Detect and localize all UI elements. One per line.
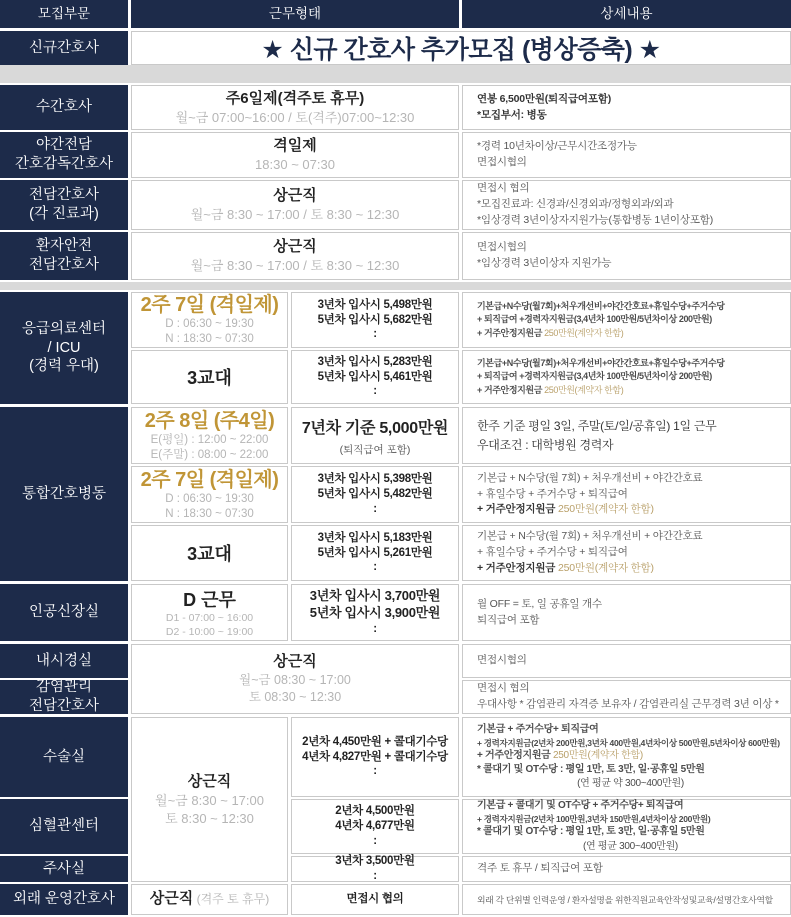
salary-line: : — [373, 328, 377, 341]
endo-infect-shift-cell — [131, 644, 459, 714]
salary-line: 5년차 입사시 5,261만원 — [317, 546, 433, 559]
detail-line: (연 평균 약 300~400만원) — [577, 778, 684, 790]
detail-line: 격주 토 휴무 / 퇴직급여 포함 — [477, 862, 603, 875]
shift-hours: 월~금 8:30 ~ 17:00 / 토 8:30 ~ 12:30 — [190, 258, 400, 274]
shift-title: 격일제 — [273, 137, 317, 155]
shift-title: 상근직 — [273, 653, 317, 670]
shift-title: 3교대 — [187, 368, 232, 388]
detail-amount: 250만원(계약자 한함) — [557, 561, 654, 574]
detail-line: 기본급 + N수당(월 7회) + 처우개선비 + 야간간호료 — [477, 530, 703, 543]
er-details-2 — [462, 350, 791, 404]
shift-hours: D2 - 10:00 ~ 19:00 — [165, 625, 254, 638]
dept-line: (각 진료과) — [29, 206, 99, 222]
dept-line: / ICU — [47, 339, 81, 356]
dept-line: 전담간호사 — [28, 257, 100, 273]
shift-sub: (격주 토 휴무) — [193, 892, 270, 907]
shift-hours: D : 06:30 ~ 19:30 — [165, 318, 254, 331]
salary-line: : — [373, 385, 377, 398]
shift-title: 주6일제(격주토 휴무) — [225, 89, 365, 107]
detail-amount: 250만원(계약자 한함) — [557, 503, 654, 516]
shift-title-gold: 2주 7일 (격일제) — [140, 468, 279, 491]
detail-line: 퇴직급여 포함 — [477, 613, 540, 626]
salary-line: 4년차 4,827만원 + 콜대기수당 — [302, 750, 448, 763]
salary-line: 5년차 입사시 5,682만원 — [317, 313, 433, 326]
banner-title: ★ 신규 간호사 추가모집 (병상증축) ★ — [261, 36, 661, 64]
detail-line: + 경력자지원금(2년차 100만원,3년차 150만원,4년차이상 200만원) — [477, 814, 711, 825]
shift-hours: D1 - 07:00 ~ 16:00 — [165, 611, 254, 624]
or-salary — [291, 717, 459, 797]
er-shift-2 — [131, 350, 288, 404]
detail-prefix: + 거주안정지원금 — [477, 503, 558, 516]
detail-line: 기본급 + 주거수당+ 퇴직급여 — [477, 723, 599, 735]
detail-line — [477, 384, 623, 398]
dept-injection-room: 주사실 — [0, 856, 128, 882]
shift-title-gold: 2주 7일 (격일제) — [140, 294, 279, 317]
detail-line: + 퇴직급여 +경력자지원금(3,4년차 100만원/5년차이상 200만원) — [477, 371, 712, 382]
infection-details — [462, 680, 791, 714]
dialysis-details — [462, 584, 791, 641]
detail-prefix: + 거주안정지원금 — [477, 749, 554, 761]
detail-line: (연 평균 300~400만원) — [583, 840, 678, 852]
detail-line: + 휴일수당 + 주거수당 + 퇴직급여 — [477, 546, 628, 559]
detail-line: *모집부서: 병동 — [477, 108, 547, 121]
detail-line: *임상경력 3년이상자 지원가능 — [477, 257, 612, 269]
ward-details-2 — [462, 466, 791, 523]
shift-hours: D : 06:30 ~ 19:30 — [165, 492, 254, 505]
dedicated-shift-cell — [131, 180, 459, 230]
injection-details — [462, 856, 791, 882]
outpatient-salary — [291, 884, 459, 915]
dept-er-icu — [0, 292, 128, 404]
detail-line: 우대조건 : 대학병원 경력자 — [477, 437, 614, 452]
ward-shift-2 — [131, 466, 288, 523]
er-salary-1 — [291, 292, 459, 348]
shift-title-gold: 2주 8일 (주4일) — [144, 409, 275, 432]
detail-line: 기본급+N수당(월7회)+처우개선비+야간간호료+휴일수당+주거수당 — [477, 357, 725, 368]
detail-line — [477, 502, 654, 518]
detail-line — [477, 749, 643, 763]
dept-dedicated-nurse — [0, 180, 128, 230]
detail-line: *경력 10년차이상/근무시간조정가능 — [477, 140, 637, 153]
injection-salary — [291, 856, 459, 882]
salary-line: : — [373, 502, 377, 515]
salary-line: 면접시 협의 — [346, 893, 404, 906]
ward-salary-2 — [291, 466, 459, 523]
detail-line: 면접시협의 — [477, 654, 527, 667]
er-details-1 — [462, 292, 791, 348]
banner-cell — [131, 31, 791, 65]
shift-hours: 월~금 8:30 ~ 17:00 / 토 8:30 ~ 12:30 — [190, 207, 400, 223]
ward-details-1 — [462, 407, 791, 464]
salary-line: 5년차 입사시 5,482만원 — [317, 488, 433, 501]
salary-line: : — [373, 561, 377, 574]
detail-line: 연봉 6,500만원(퇴직급여포함) — [477, 92, 612, 105]
shift-line — [150, 889, 269, 909]
outpatient-details — [462, 884, 791, 915]
salary-line: : — [373, 622, 377, 635]
detail-line: 면접시 협의 — [477, 182, 530, 195]
shift-title: 상근직 — [149, 890, 194, 908]
salary-line: 3년차 입사시 5,283만원 — [317, 355, 433, 368]
detail-line: 기본급+N수당(월7회)+처우개선비+야간간호료+휴일수당+주거수당 — [477, 300, 725, 311]
detail-line: * 콜대기 및 OT수당 : 평일 1만, 토 3만, 일·공휴일 5만원 — [477, 826, 705, 838]
detail-line: + 퇴직급여 +경력자지원금(3,4년차 100만원/5년차이상 200만원) — [477, 314, 712, 325]
dept-line: 전담간호사 — [28, 698, 100, 714]
detail-line: *임상경력 3년이상자지원가능(통합병동 1년이상포함) — [477, 213, 713, 226]
salary-line: 5년차 입사시 5,461만원 — [317, 370, 433, 383]
ward-details-3 — [462, 525, 791, 581]
salary-main: 7년차 기준 5,000만원 — [301, 419, 449, 437]
salary-line: 2년차 4,450만원 + 콜대기수당 — [302, 735, 448, 748]
salary-line: : — [373, 870, 377, 882]
dept-integrated-ward: 통합간호병동 — [0, 407, 128, 581]
salary-line: 2년차 4,500만원 — [335, 805, 415, 818]
shift-hours: 월~금 07:00~16:00 / 토(격주)07:00~12:30 — [175, 109, 415, 125]
detail-line: *모집진료과: 신경과/신경외과/정형외과/외과 — [477, 198, 674, 211]
detail-line: 월 OFF = 토, 일 공휴일 개수 — [477, 597, 602, 610]
dept-line: (경력 우대) — [29, 358, 99, 375]
detail-line: 기본급 + N수당(월 7회) + 처우개선비 + 야간간호료 — [477, 471, 703, 484]
outpatient-shift-cell — [131, 884, 288, 915]
dept-cardio-center: 심혈관센터 — [0, 799, 128, 854]
detail-line — [477, 327, 623, 341]
header-recruit-section: 모집부문 — [0, 0, 128, 28]
header-work-type: 근무형태 — [131, 0, 459, 28]
or-details — [462, 717, 791, 797]
shift-title: D 근무 — [183, 589, 236, 610]
ward-salary-3 — [291, 525, 459, 581]
salary-line: 3년차 3,500만원 — [335, 855, 415, 868]
detail-line: 외래 각 단위별 인력운영 / 환자설명을 위한직원교육안작성및교육/설명간호사역할 — [477, 895, 773, 905]
dept-new-nurse: 신규간호사 — [0, 31, 128, 65]
safety-details — [462, 232, 791, 280]
detail-prefix: + 거주안정지원금 — [477, 384, 545, 395]
salary-line: 3년차 입사시 5,498만원 — [317, 298, 433, 311]
dept-line: 응급의료센터 — [21, 320, 107, 337]
detail-amount: 250만원(계약자 한함) — [544, 384, 624, 395]
shift-hours: E(평일) : 12:00 ~ 22:00 — [150, 433, 269, 446]
er-salary-2 — [291, 350, 459, 404]
shift-hours: E(주말) : 08:00 ~ 22:00 — [150, 448, 269, 461]
dept-patient-safety — [0, 232, 128, 280]
detail-line: 우대사항 * 감염관리 자격증 보유자 / 감염관리실 근무경력 3년 이상 * — [477, 698, 779, 710]
section-separator — [0, 282, 791, 290]
salary-line: 3년차 입사시 5,183만원 — [317, 531, 433, 544]
salary-line: 4년차 4,677만원 — [335, 820, 415, 833]
night-details — [462, 132, 791, 178]
ward-shift-1 — [131, 407, 288, 464]
shift-hours: 월~금 8:30 ~ 17:00 — [155, 793, 264, 809]
dept-dialysis: 인공신장실 — [0, 584, 128, 641]
er-shift-1 — [131, 292, 288, 348]
ward-salary-1 — [291, 407, 459, 464]
detail-line: 기본급 + 콜대기 및 OT수당 + 주거수당+ 퇴직급여 — [477, 800, 684, 812]
dialysis-salary — [291, 584, 459, 641]
salary-line: : — [373, 834, 377, 847]
dept-line: 환자안전 — [35, 238, 93, 255]
detail-prefix: + 거주안정지원금 — [477, 561, 558, 574]
shift-hours: 월~금 08:30 ~ 17:00 — [239, 673, 351, 688]
shift-title: 상근직 — [273, 238, 317, 256]
night-shift-cell — [131, 132, 459, 178]
detail-line: * 콜대기 및 OT수당 : 평일 1만, 토 3만, 일·공휴일 5만원 — [477, 764, 705, 776]
detail-amount: 250만원(계약자 한함) — [553, 749, 643, 761]
dept-head-nurse: 수간호사 — [0, 85, 128, 130]
detail-line: 면접시협의 — [477, 241, 527, 254]
endoscopy-details — [462, 644, 791, 678]
salary-line: 3년차 입사시 3,700만원 — [309, 588, 441, 604]
safety-shift-cell — [131, 232, 459, 280]
shift-hours: 토 08:30 ~ 12:30 — [248, 690, 342, 705]
dept-line: 야간전담 — [35, 137, 93, 154]
dept-infection-control — [0, 680, 128, 714]
shift-title: 3교대 — [187, 544, 232, 564]
dept-endoscopy: 내시경실 — [0, 644, 128, 678]
head-nurse-shift-cell — [131, 85, 459, 130]
head-nurse-details — [462, 85, 791, 130]
dept-line: 전담간호사 — [28, 187, 100, 204]
section-separator — [0, 65, 791, 83]
dept-outpatient: 외래 운영간호사 — [0, 884, 128, 915]
shift-hours: 토 8:30 ~ 12:30 — [165, 810, 254, 826]
dept-operating-room: 수술실 — [0, 717, 128, 797]
header-details: 상세내용 — [462, 0, 791, 28]
detail-line: 면접시협의 — [477, 156, 527, 168]
dept-night-supervisor — [0, 132, 128, 178]
detail-line: + 경력자지원금(2년차 200만원,3년차 400만원,4년차이상 500만원,5년차이상 600만원) — [477, 737, 780, 748]
shift-title: 상근직 — [187, 772, 232, 790]
dept-line: 감염관리 — [35, 679, 93, 696]
salary-line: 5년차 입사시 3,900만원 — [309, 605, 441, 621]
salary-line: : — [373, 765, 377, 778]
cardio-details — [462, 799, 791, 854]
shift-hours: 18:30 ~ 07:30 — [255, 157, 335, 173]
dedicated-details — [462, 180, 791, 230]
detail-line — [477, 561, 654, 577]
detail-prefix: + 거주안정지원금 — [477, 327, 545, 338]
cardio-salary — [291, 799, 459, 854]
salary-sub: (퇴직급여 포함) — [339, 443, 411, 456]
shift-title: 상근직 — [273, 187, 317, 205]
shift-hours: N : 18:30 ~ 07:30 — [165, 333, 254, 345]
dialysis-shift — [131, 584, 288, 641]
detail-line: 면접시 협의 — [477, 682, 530, 695]
detail-line: + 휴일수당 + 주거수당 + 퇴직급여 — [477, 487, 628, 500]
detail-amount: 250만원(계약자 한함) — [544, 327, 624, 338]
ward-shift-3 — [131, 525, 288, 581]
detail-line: 한주 기준 평일 3일, 주말(토/일/공휴일) 1일 근무 — [477, 418, 717, 433]
shift-hours: N : 18:30 ~ 07:30 — [165, 507, 254, 520]
salary-line: 3년차 입사시 5,398만원 — [317, 473, 433, 486]
or-group-shift-cell — [131, 717, 288, 882]
dept-line: 간호감독간호사 — [14, 156, 114, 172]
